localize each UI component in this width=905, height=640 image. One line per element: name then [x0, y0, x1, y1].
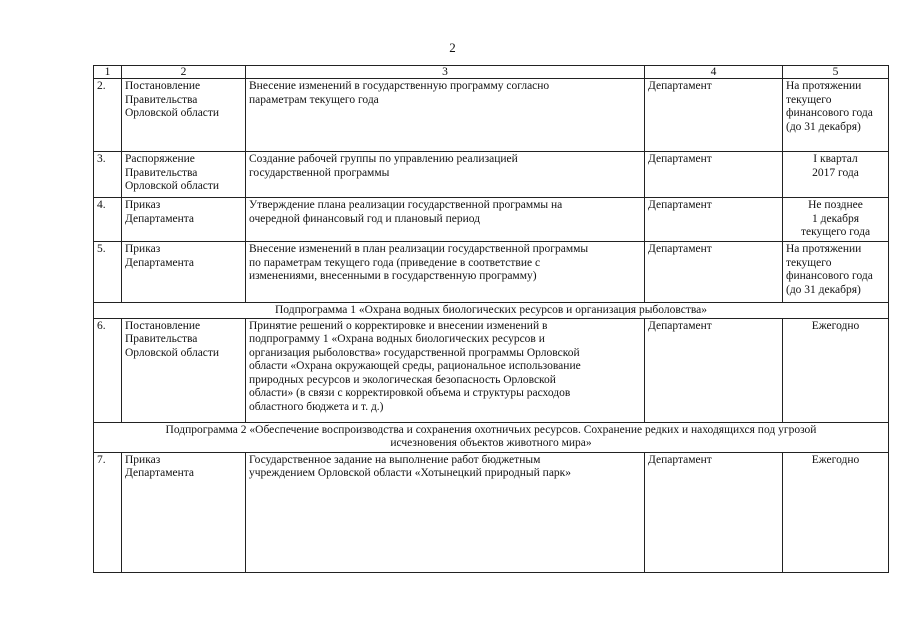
action-cell: Государственное задание на выполнение работ бюджетным учреждением Орловской области «Хотынецкий природный парк»: [246, 452, 645, 573]
subprogram-row: [94, 303, 889, 319]
column-header: 5: [783, 66, 889, 79]
executor-cell: Департамент: [645, 152, 783, 198]
document-type-cell: Распоряжение Правительства Орловской области: [122, 152, 246, 198]
term-cell: Не позднее 1 декабря текущего года: [783, 198, 889, 242]
column-header: 2: [122, 66, 246, 79]
row-number: 3.: [94, 152, 122, 198]
measures-table: [93, 65, 889, 573]
page-number: 2: [449, 40, 456, 55]
action-cell: Утверждение плана реализации государственной программы на очередной финансовый год и плановый период: [246, 198, 645, 242]
action-cell: Внесение изменений в государственную программу согласно параметрам текущего года: [246, 79, 645, 152]
executor-cell: Департамент: [645, 79, 783, 152]
table-row: [94, 242, 889, 303]
table-row: [94, 452, 889, 573]
term-cell: На протяжении текущего финансового года (до 31 декабря): [783, 79, 889, 152]
table-row: [94, 318, 889, 422]
executor-cell: Департамент: [645, 198, 783, 242]
action-cell: Внесение изменений в план реализации государственной программы по параметрам текущего года (приведение в соответствие с изменениями, внесенными в государственную программу): [246, 242, 645, 303]
row-number: 5.: [94, 242, 122, 303]
subprogram-title: Подпрограмма 1 «Охрана водных биологических ресурсов и организация рыболовства»: [94, 303, 889, 319]
row-number: 2.: [94, 79, 122, 152]
term-cell: Ежегодно: [783, 452, 889, 573]
term-cell: I квартал 2017 года: [783, 152, 889, 198]
action-cell: Создание рабочей группы по управлению реализацией государственной программы: [246, 152, 645, 198]
table-row: [94, 152, 889, 198]
subprogram-title: Подпрограмма 2 «Обеспечение воспроизводства и сохранения охотничьих ресурсов. Сохранение редких и находящихся под угрозой исчезновения объектов животного мира»: [94, 422, 889, 452]
row-number: 4.: [94, 198, 122, 242]
column-header: 4: [645, 66, 783, 79]
column-header: 1: [94, 66, 122, 79]
row-number: 6.: [94, 318, 122, 422]
column-header: 3: [246, 66, 645, 79]
document-type-cell: Приказ Департамента: [122, 452, 246, 573]
document-type-cell: Постановление Правительства Орловской области: [122, 79, 246, 152]
row-number: 7.: [94, 452, 122, 573]
table-header-row: [94, 66, 889, 79]
document-type-cell: Приказ Департамента: [122, 198, 246, 242]
subprogram-row: [94, 422, 889, 452]
table-row: [94, 198, 889, 242]
term-cell: Ежегодно: [783, 318, 889, 422]
action-cell: Принятие решений о корректировке и внесении изменений в подпрограмму 1 «Охрана водных биологических ресурсов и организация рыболовства» государственной программы Орловской области «Охрана окружающей среды, рациональное использование природных ресурсов и экологическая безопасность Орловской области» (в связи с корректировкой объема и структуры расходов областного бюджета и т. д.): [246, 318, 645, 422]
executor-cell: Департамент: [645, 318, 783, 422]
executor-cell: Департамент: [645, 452, 783, 573]
document-type-cell: Постановление Правительства Орловской области: [122, 318, 246, 422]
document-type-cell: Приказ Департамента: [122, 242, 246, 303]
table-row: [94, 79, 889, 152]
executor-cell: Департамент: [645, 242, 783, 303]
term-cell: На протяжении текущего финансового года (до 31 декабря): [783, 242, 889, 303]
